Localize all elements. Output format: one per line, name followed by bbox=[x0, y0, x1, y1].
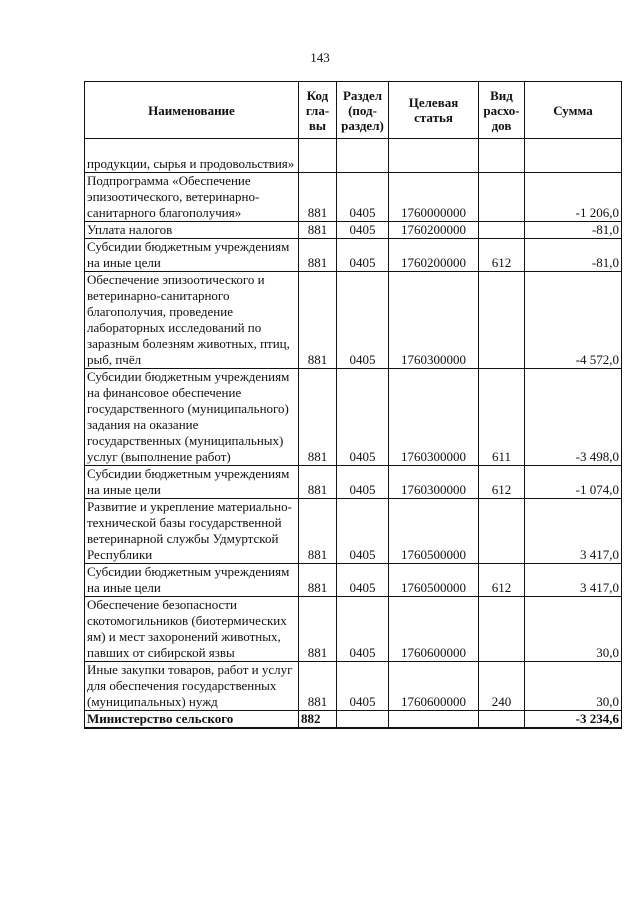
cell-article: 1760300000 bbox=[389, 272, 479, 369]
cell-article: 1760500000 bbox=[389, 499, 479, 564]
cell-chapter: 881 bbox=[299, 239, 337, 272]
cell-expense-type: 612 bbox=[479, 466, 525, 499]
cell-name: Уплата налогов bbox=[85, 222, 299, 239]
cell-name: Субсидии бюджетным учреждениям на иные цели bbox=[85, 466, 299, 499]
cell-article: 1760200000 bbox=[389, 239, 479, 272]
header-name: Наименование bbox=[85, 82, 299, 139]
cell-chapter: 881 bbox=[299, 564, 337, 597]
table-header-row bbox=[85, 82, 622, 139]
cell-amount: -1 074,0 bbox=[525, 466, 622, 499]
table-row bbox=[85, 222, 622, 239]
cell-article: 1760600000 bbox=[389, 662, 479, 711]
cell-section: 0405 bbox=[337, 239, 389, 272]
cell-section: 0405 bbox=[337, 272, 389, 369]
cell-chapter: 881 bbox=[299, 173, 337, 222]
cell-amount: -81,0 bbox=[525, 222, 622, 239]
table-row bbox=[85, 239, 622, 272]
cell-section: 0405 bbox=[337, 564, 389, 597]
header-target-article: Целевая статья bbox=[389, 82, 479, 139]
cell-section: 0405 bbox=[337, 173, 389, 222]
cell-expense-type: 612 bbox=[479, 564, 525, 597]
budget-table bbox=[84, 81, 622, 729]
cell-expense-type bbox=[479, 173, 525, 222]
table-row bbox=[85, 466, 622, 499]
cell-chapter: 881 bbox=[299, 222, 337, 239]
cell-article bbox=[389, 139, 479, 173]
cell-section bbox=[337, 711, 389, 729]
cell-name: Подпрограмма «Обеспечение эпизоотического, ветеринарно-санитарного благополучия» bbox=[85, 173, 299, 222]
table-row bbox=[85, 139, 622, 173]
cell-article: 1760000000 bbox=[389, 173, 479, 222]
cell-amount: -3 234,6 bbox=[525, 711, 622, 729]
cell-amount: 30,0 bbox=[525, 662, 622, 711]
cell-name: продукции, сырья и продовольствия» bbox=[85, 139, 299, 173]
cell-amount: 30,0 bbox=[525, 597, 622, 662]
cell-section: 0405 bbox=[337, 662, 389, 711]
table-row-total bbox=[85, 711, 622, 729]
cell-expense-type bbox=[479, 222, 525, 239]
cell-section: 0405 bbox=[337, 369, 389, 466]
header-chapter-code: Код гла- вы bbox=[299, 82, 337, 139]
cell-name: Субсидии бюджетным учреждениям на финансовое обеспечение государственного (муниципального) задания на оказание государственных (муниципальных) услуг (выполнение работ) bbox=[85, 369, 299, 466]
header-section: Раздел (под- раздел) bbox=[337, 82, 389, 139]
cell-expense-type bbox=[479, 499, 525, 564]
cell-name: Иные закупки товаров, работ и услуг для обеспечения государственных (муниципальных) нужд bbox=[85, 662, 299, 711]
cell-expense-type bbox=[479, 597, 525, 662]
cell-article: 1760200000 bbox=[389, 222, 479, 239]
cell-section bbox=[337, 139, 389, 173]
table-row bbox=[85, 369, 622, 466]
cell-chapter bbox=[299, 139, 337, 173]
cell-name: Обеспечение эпизоотического и ветеринарно-санитарного благополучия, проведение лабораторных исследований по заразным болезням животных, птиц, рыб, пчёл bbox=[85, 272, 299, 369]
cell-amount: -4 572,0 bbox=[525, 272, 622, 369]
cell-expense-type: 611 bbox=[479, 369, 525, 466]
cell-chapter: 881 bbox=[299, 369, 337, 466]
cell-amount: -1 206,0 bbox=[525, 173, 622, 222]
cell-chapter: 882 bbox=[299, 711, 337, 729]
cell-name: Субсидии бюджетным учреждениям на иные цели bbox=[85, 239, 299, 272]
cell-section: 0405 bbox=[337, 499, 389, 564]
cell-name: Министерство сельского bbox=[85, 711, 299, 729]
cell-chapter: 881 bbox=[299, 466, 337, 499]
cell-expense-type: 612 bbox=[479, 239, 525, 272]
page-number: 143 bbox=[310, 50, 330, 65]
cell-chapter: 881 bbox=[299, 272, 337, 369]
cell-section: 0405 bbox=[337, 222, 389, 239]
cell-amount bbox=[525, 139, 622, 173]
cell-expense-type bbox=[479, 139, 525, 173]
header-expense-type: Вид расхо- дов bbox=[479, 82, 525, 139]
header-amount: Сумма bbox=[525, 82, 622, 139]
cell-chapter: 881 bbox=[299, 499, 337, 564]
cell-article: 1760500000 bbox=[389, 564, 479, 597]
table-row bbox=[85, 499, 622, 564]
table-row bbox=[85, 272, 622, 369]
cell-amount: -3 498,0 bbox=[525, 369, 622, 466]
cell-chapter: 881 bbox=[299, 662, 337, 711]
table-row bbox=[85, 597, 622, 662]
cell-expense-type bbox=[479, 272, 525, 369]
cell-name: Развитие и укрепление материально-технической базы государственной ветеринарной службы Удмуртской Республики bbox=[85, 499, 299, 564]
cell-name: Субсидии бюджетным учреждениям на иные цели bbox=[85, 564, 299, 597]
cell-article: 1760600000 bbox=[389, 597, 479, 662]
cell-section: 0405 bbox=[337, 466, 389, 499]
cell-chapter: 881 bbox=[299, 597, 337, 662]
cell-article bbox=[389, 711, 479, 729]
cell-amount: 3 417,0 bbox=[525, 499, 622, 564]
cell-article: 1760300000 bbox=[389, 466, 479, 499]
cell-article: 1760300000 bbox=[389, 369, 479, 466]
cell-amount: 3 417,0 bbox=[525, 564, 622, 597]
cell-name: Обеспечение безопасности скотомогильников (биотермических ям) и мест захоронений животных, павших от сибирской язвы bbox=[85, 597, 299, 662]
cell-expense-type: 240 bbox=[479, 662, 525, 711]
table-row bbox=[85, 662, 622, 711]
cell-expense-type bbox=[479, 711, 525, 729]
cell-section: 0405 bbox=[337, 597, 389, 662]
table-row bbox=[85, 564, 622, 597]
table-row bbox=[85, 173, 622, 222]
cell-amount: -81,0 bbox=[525, 239, 622, 272]
